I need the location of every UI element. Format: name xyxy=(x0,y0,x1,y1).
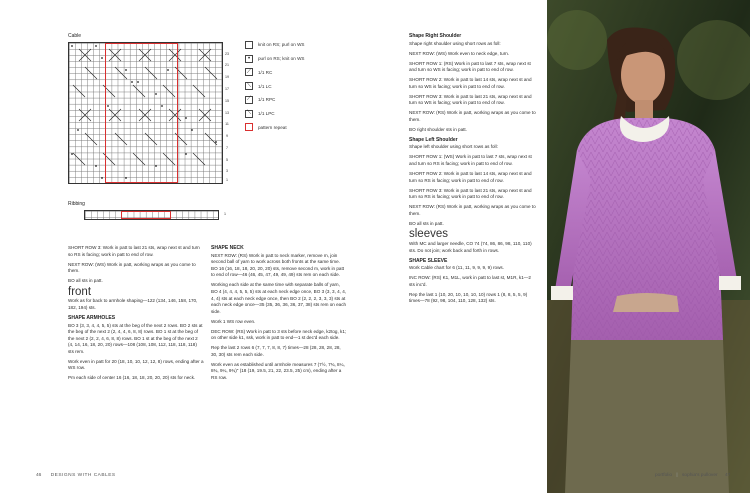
row-number: 7 xyxy=(226,146,228,150)
instruction-paragraph: Rep the last 2 rows 6 (7, 7, 7, 8, 8, 7) times—28 (28, 28, 28, 28, 30, 30) sts rem each side. xyxy=(211,345,341,357)
row-number: 9 xyxy=(226,134,228,138)
cable-chart xyxy=(68,42,223,184)
chart-legend xyxy=(245,40,330,136)
legend-text: knit on RS; purl on WS xyxy=(258,42,305,48)
page-number-right: 47 xyxy=(724,473,731,478)
section-heading: front xyxy=(68,285,92,298)
legend-text: 1/1 RPC xyxy=(258,97,276,103)
instruction-paragraph: SHORT ROW 3: Work in patt to last 21 sts, wrap next st and turn so RS is facing; work in patt to end of row. xyxy=(409,187,532,200)
instruction-paragraph: With MC and larger needle, CO 74 (74, 86, 86, 98, 110, 110) sts. Do not join; work back and forth in rows. xyxy=(409,240,532,253)
purl-symbol-icon: • xyxy=(245,55,253,63)
book-title: DESIGNS WITH CABLES xyxy=(50,473,116,478)
subsection-heading: SHAPE ARMHOLES xyxy=(68,314,116,321)
legend-text: purl on RS; knit on WS xyxy=(258,56,305,62)
subsection-heading: Shape Left Shoulder xyxy=(409,136,458,143)
instruction-paragraph: NEXT ROW: (RS) Work in patt to neck marker, remove m, join second ball of yarn to work across both fronts at the same time. BO 16 (16, 18, 18, 20, 20, 20) sts, remove second m, work in patt to end of row—46 (46, 45, 47, 49, 49, 49) sts rem on each side. xyxy=(211,252,345,278)
legend-item xyxy=(245,109,330,119)
right-cross-symbol-icon: ⟋ xyxy=(246,68,252,75)
subsection-heading: SHAPE NECK xyxy=(211,245,244,251)
ribbing-repeat-box xyxy=(121,211,171,219)
instruction-paragraph: SHORT ROW 1: (WS) Work in patt to last 7 sts, wrap next st and turn so RS is facing; work in patt to end of row. xyxy=(409,154,532,167)
instruction-paragraph: Work 1 WS row even. xyxy=(211,318,256,324)
left-purl-cross-symbol-icon: ⟍ xyxy=(246,110,252,117)
text-column-2 xyxy=(211,245,347,385)
instruction-paragraph: Pm each side of center 16 (16, 18, 18, 20, 20, 20) sts for neck. xyxy=(68,375,196,381)
instruction-paragraph: Work Cable chart for 6 (11, 11, 9, 9, 9, 9) rows. xyxy=(409,265,504,271)
legend-item xyxy=(245,95,330,105)
subsection-heading: Shape Right Shoulder xyxy=(409,33,462,39)
row-number: 21 xyxy=(225,63,229,67)
text-column-1 xyxy=(68,245,204,385)
page-number-left: 46 xyxy=(36,473,42,478)
row-number: 19 xyxy=(225,75,229,79)
instruction-paragraph: BO all sts in patt. xyxy=(409,220,444,226)
legend-text: 1/1 RC xyxy=(258,69,273,75)
legend-item xyxy=(245,123,330,133)
photo-illustration xyxy=(547,0,750,493)
instruction-paragraph: Shape right shoulder using short rows as foll: xyxy=(409,40,501,46)
instruction-paragraph: Work as for back to armhole shaping—122 (134, 146, 158, 170, 182, 194) sts. xyxy=(68,298,198,310)
ribbing-chart xyxy=(84,210,219,220)
pattern-repeat-symbol-icon xyxy=(245,123,253,131)
instruction-paragraph: Working each side at the same time with separate balls of yarn, BO 4 (4, 4, 4, 5, 5, 5) sts at each neck edge once, BO 3 (3, 3, 4, 4, 4, 4) sts at each neck edge once, then BO 2 (2, 2, 2, 3, 3, 3) sts at each neck edge once—35 (35, 36, 36, 36, 37, 38) sts rem on each side. xyxy=(211,282,347,314)
legend-item xyxy=(245,54,330,64)
instruction-paragraph: BO 3 (3, 3, 4, 4, 5, 5) sts at the beg of the next 2 rows. BO 2 sts at the beg of the next 2 (2, 4, 4, 6, 8, 8) rows. BO 1 st at the beg of the next 2 (2, 2, 4, 6, 8, 8) rows. BO 1 st at the beg of the next 2 (4, 14, 16, 18, 20, 20) rows—108 (108, 108, 112, 118, 118, 118) sts rem. xyxy=(68,322,203,354)
instruction-paragraph: BO all sts in patt. xyxy=(68,278,103,284)
instruction-paragraph: SHORT ROW 3: Work in patt to last 21 sts, wrap next st and turn so WS is facing; work in patt to end of row. xyxy=(409,93,532,106)
legend-item xyxy=(245,81,330,91)
legend-text: 1/1 LPC xyxy=(258,111,275,117)
instruction-paragraph: Work even in patt for 20 (18, 10, 10, 12, 12, 8) rows, ending after a WS row. xyxy=(68,358,204,371)
footer-right: portfolio | sophia's pullover 47 xyxy=(655,473,731,478)
knit-symbol-icon xyxy=(245,41,253,49)
instruction-paragraph: NEXT ROW: (RS) Work in patt, working wraps as you come to them. xyxy=(409,204,536,216)
row-number: 17 xyxy=(225,87,229,91)
instruction-paragraph: SHORT ROW 1: (RS) Work in patt to last 7 sts, wrap next st and turn so WS is facing; work in patt to end of row. xyxy=(409,60,531,73)
instruction-paragraph: BO right shoulder sts in patt. xyxy=(409,126,467,132)
left-cross-symbol-icon: ⟍ xyxy=(246,82,252,89)
instruction-paragraph: NEXT ROW: (WS) Work in patt, working wraps as you come to them. xyxy=(68,261,196,274)
subsection-heading: SHAPE SLEEVE xyxy=(409,257,448,264)
instruction-paragraph: Rep the last 1 (10, 20, 10, 10, 10, 10) rows 1 (8, 8, 5, 5, 9) times—78 (92, 98, 104, 110, 128, 132) sts. xyxy=(409,291,528,304)
instruction-paragraph: SHORT ROW 3: Work in patt to last 21 sts, wrap next st and turn so RS is facing; work in patt to end of row. xyxy=(68,245,200,257)
section-heading: sleeves xyxy=(409,228,448,241)
legend-text: pattern repeat xyxy=(258,124,287,130)
instruction-paragraph: SHORT ROW 2: Work in patt to last 14 sts, wrap next st and turn so WS is facing; work in patt to end of row. xyxy=(409,77,532,89)
legend-text: 1/1 LC xyxy=(258,83,272,89)
instruction-paragraph: Work even as established until armhole measures 7 (7½, 7¾, 8¼, 8¾, 9¼, 9¾)" (18 (19, 19.5, 21, 22, 23.5, 25) cm), ending after a RS row. xyxy=(211,361,345,381)
text-column-3 xyxy=(409,33,537,308)
pattern-repeat-box xyxy=(105,43,178,183)
row-number: 23 xyxy=(225,52,229,56)
instruction-paragraph: Shape left shoulder using short rows as foll: xyxy=(409,144,498,150)
legend-item xyxy=(245,68,330,78)
row-number: 11 xyxy=(225,122,229,126)
footer-left xyxy=(36,473,116,478)
section-title: portfolio xyxy=(655,473,673,478)
cable-chart-label: Cable xyxy=(68,33,82,39)
model-photo xyxy=(547,0,750,493)
ribbing-chart-label: Ribbing xyxy=(68,201,85,207)
legend-item xyxy=(245,40,330,50)
instruction-paragraph: INC ROW: (RS) K1, M1L, work in patt to last st, M1R, k1—2 sts inc'd. xyxy=(409,275,531,287)
pattern-title: sophia's pullover xyxy=(682,473,718,478)
row-number: 1 xyxy=(226,178,228,182)
instruction-paragraph: SHORT ROW 2: Work in patt to last 14 sts, wrap next st and turn so RS is facing; work in patt to end of row. xyxy=(409,171,532,183)
row-number: 5 xyxy=(226,158,228,162)
instruction-paragraph: NEXT ROW: (RS) Work in patt, working wraps as you come to them. xyxy=(409,110,536,122)
row-number: 15 xyxy=(225,99,229,103)
row-number: 3 xyxy=(226,169,228,173)
instruction-paragraph: DEC ROW: (RS) Work in patt to 3 sts before neck edge, k2tog, k1; on other side k1, ssk, work in patt to end—1 st dec'd each side. xyxy=(211,328,347,341)
row-number: 13 xyxy=(225,111,229,115)
right-purl-cross-symbol-icon: ⟋ xyxy=(246,96,252,103)
instruction-paragraph: NEXT ROW: (WS) Work even to neck edge, turn. xyxy=(409,50,510,56)
ribbing-row-number: 1 xyxy=(224,212,226,216)
